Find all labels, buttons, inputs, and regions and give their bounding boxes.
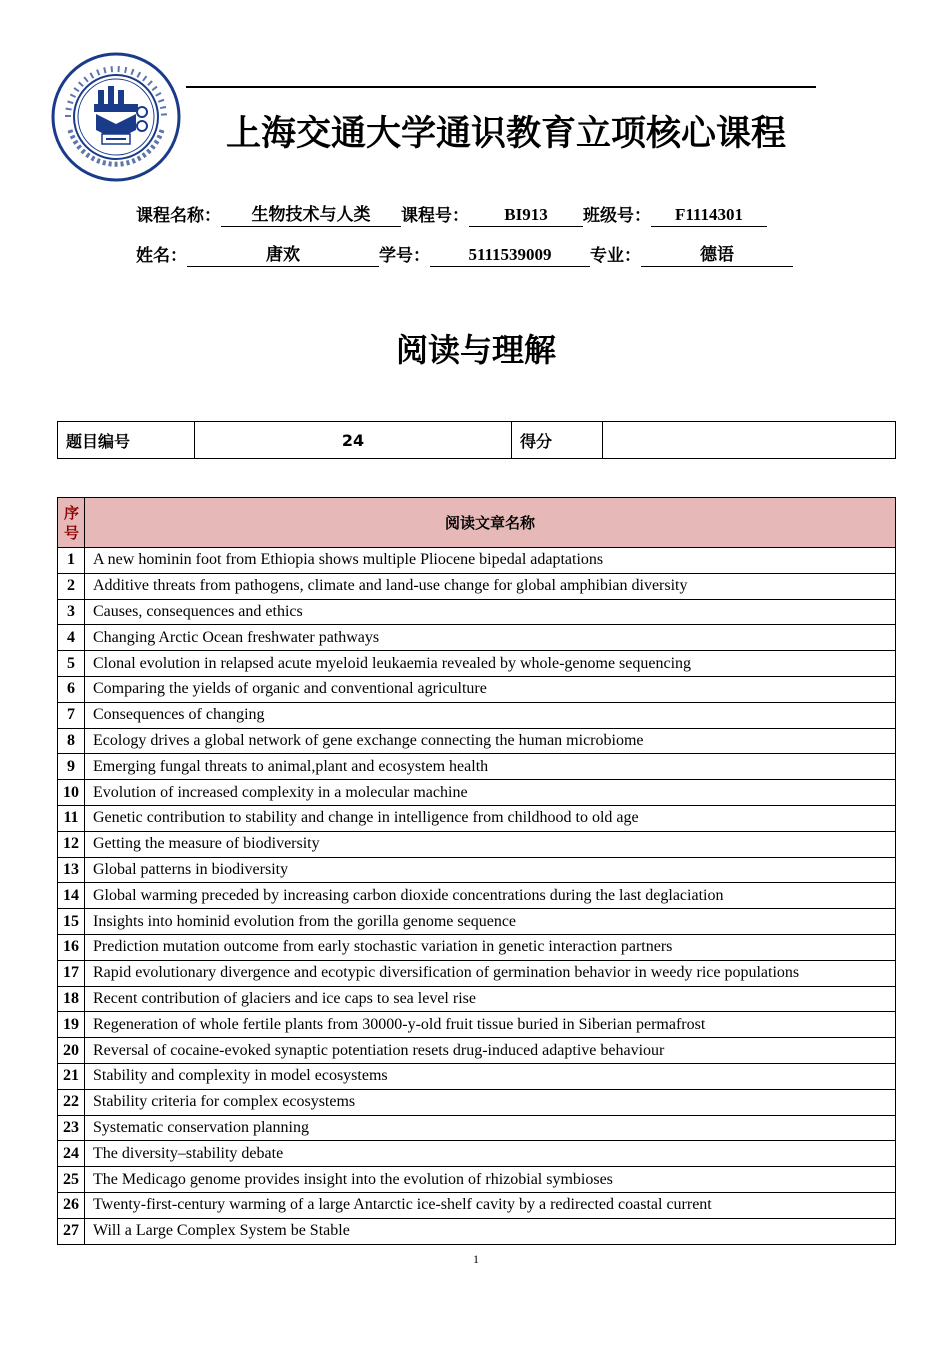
table-row xyxy=(58,1063,896,1089)
article-title: A new hominin foot from Ethiopia shows multiple Pliocene bipedal adaptations xyxy=(85,548,896,574)
table-row xyxy=(58,857,896,883)
row-number: 6 xyxy=(58,676,85,702)
page-number: 1 xyxy=(473,1252,479,1266)
table-row xyxy=(58,1012,896,1038)
table-row xyxy=(58,883,896,909)
table-row xyxy=(58,1115,896,1141)
article-title: Ecology drives a global network of gene exchange connecting the human microbiome xyxy=(85,728,896,754)
score-table xyxy=(57,421,896,459)
row-number: 8 xyxy=(58,728,85,754)
major-value: 德语 xyxy=(641,245,793,267)
article-title: Rapid evolutionary divergence and ecotypic diversification of germination behavior in weedy rice populations xyxy=(85,960,896,986)
row-number: 1 xyxy=(58,548,85,574)
article-title: Causes, consequences and ethics xyxy=(85,599,896,625)
class-no-value: F1114301 xyxy=(651,205,767,227)
table-row xyxy=(58,780,896,806)
article-title: Getting the measure of biodiversity xyxy=(85,831,896,857)
row-number: 23 xyxy=(58,1115,85,1141)
row-number: 13 xyxy=(58,857,85,883)
table-row xyxy=(58,573,896,599)
article-title: Regeneration of whole fertile plants from 30000-y-old fruit tissue buried in Siberian permafrost xyxy=(85,1012,896,1038)
article-title: Stability criteria for complex ecosystems xyxy=(85,1089,896,1115)
course-no-label: 课程号： xyxy=(401,206,469,226)
row-number: 17 xyxy=(58,960,85,986)
course-info-line-2 xyxy=(136,244,793,268)
row-number: 27 xyxy=(58,1218,85,1244)
table-row xyxy=(58,548,896,574)
row-number: 26 xyxy=(58,1192,85,1218)
article-title: Comparing the yields of organic and conventional agriculture xyxy=(85,676,896,702)
table-row xyxy=(58,1167,896,1193)
table-row xyxy=(58,909,896,935)
major-label: 专业： xyxy=(590,246,641,266)
student-no-label: 学号： xyxy=(379,246,430,266)
article-title: Recent contribution of glaciers and ice caps to sea level rise xyxy=(85,986,896,1012)
student-no-value: 5111539009 xyxy=(430,245,590,267)
row-number: 25 xyxy=(58,1167,85,1193)
row-number: 20 xyxy=(58,1038,85,1064)
article-title: Additive threats from pathogens, climate and land-use change for global amphibian diversity xyxy=(85,573,896,599)
row-number: 11 xyxy=(58,805,85,831)
course-name-label: 课程名称： xyxy=(136,206,221,226)
article-title: Twenty-first-century warming of a large Antarctic ice-shelf cavity by a redirected coastal current xyxy=(85,1192,896,1218)
university-logo xyxy=(46,52,186,182)
article-title: The Medicago genome provides insight into the evolution of rhizobial symbioses xyxy=(85,1167,896,1193)
article-title: Changing Arctic Ocean freshwater pathways xyxy=(85,625,896,651)
university-title: 上海交通大学通识教育立项核心课程 xyxy=(226,114,787,154)
table-row xyxy=(58,1141,896,1167)
article-title: Evolution of increased complexity in a molecular machine xyxy=(85,780,896,806)
table-row xyxy=(58,1192,896,1218)
article-title: Systematic conservation planning xyxy=(85,1115,896,1141)
article-title: Insights into hominid evolution from the gorilla genome sequence xyxy=(85,909,896,935)
table-row xyxy=(58,805,896,831)
table-row xyxy=(58,651,896,677)
article-title: The diversity–stability debate xyxy=(85,1141,896,1167)
row-number: 21 xyxy=(58,1063,85,1089)
article-title: Stability and complexity in model ecosystems xyxy=(85,1063,896,1089)
student-name-value: 唐欢 xyxy=(187,245,379,267)
score-value xyxy=(603,422,896,459)
row-number: 7 xyxy=(58,702,85,728)
row-number: 14 xyxy=(58,883,85,909)
document-title: 阅读与理解 xyxy=(395,331,556,369)
row-number: 24 xyxy=(58,1141,85,1167)
row-number: 18 xyxy=(58,986,85,1012)
table-row xyxy=(58,1089,896,1115)
article-title: Global warming preceded by increasing carbon dioxide concentrations during the last deglaciation xyxy=(85,883,896,909)
table-row xyxy=(58,934,896,960)
score-label: 得分 xyxy=(512,422,603,459)
row-number: 5 xyxy=(58,651,85,677)
article-title: Prediction mutation outcome from early stochastic variation in genetic interaction partners xyxy=(85,934,896,960)
table-row xyxy=(58,625,896,651)
reading-list-table xyxy=(57,497,896,1245)
course-info-line-1 xyxy=(136,204,767,228)
article-title: Genetic contribution to stability and change in intelligence from childhood to old age xyxy=(85,805,896,831)
row-number: 4 xyxy=(58,625,85,651)
article-title: Emerging fungal threats to animal,plant and ecosystem health xyxy=(85,754,896,780)
article-title: Clonal evolution in relapsed acute myeloid leukaemia revealed by whole-genome sequencing xyxy=(85,651,896,677)
table-row xyxy=(58,831,896,857)
article-title: Will a Large Complex System be Stable xyxy=(85,1218,896,1244)
article-title: Consequences of changing xyxy=(85,702,896,728)
row-number: 2 xyxy=(58,573,85,599)
row-number: 12 xyxy=(58,831,85,857)
table-row xyxy=(58,728,896,754)
title-column-header: 阅读文章名称 xyxy=(85,498,896,548)
class-no-label: 班级号： xyxy=(583,206,651,226)
article-title: Global patterns in biodiversity xyxy=(85,857,896,883)
row-number: 3 xyxy=(58,599,85,625)
topic-number-value: 24 xyxy=(195,422,512,459)
article-title: Reversal of cocaine-evoked synaptic potentiation resets drug-induced adaptive behaviour xyxy=(85,1038,896,1064)
table-row xyxy=(58,1038,896,1064)
row-number: 22 xyxy=(58,1089,85,1115)
table-row xyxy=(58,754,896,780)
row-number: 16 xyxy=(58,934,85,960)
course-no-value: BI913 xyxy=(469,205,583,227)
header-rule xyxy=(186,86,816,88)
table-row xyxy=(58,676,896,702)
table-row xyxy=(58,1218,896,1244)
row-number: 15 xyxy=(58,909,85,935)
sjtu-seal-icon xyxy=(46,52,186,182)
topic-number-label: 题目编号 xyxy=(58,422,195,459)
course-name-value: 生物技术与人类 xyxy=(221,205,401,227)
student-name-label: 姓名： xyxy=(136,246,187,266)
row-number: 19 xyxy=(58,1012,85,1038)
row-number: 10 xyxy=(58,780,85,806)
table-header-row xyxy=(58,498,896,548)
number-column-header: 序号 xyxy=(58,498,85,548)
row-number: 9 xyxy=(58,754,85,780)
table-row xyxy=(58,986,896,1012)
table-row xyxy=(58,960,896,986)
table-row xyxy=(58,702,896,728)
table-row xyxy=(58,599,896,625)
